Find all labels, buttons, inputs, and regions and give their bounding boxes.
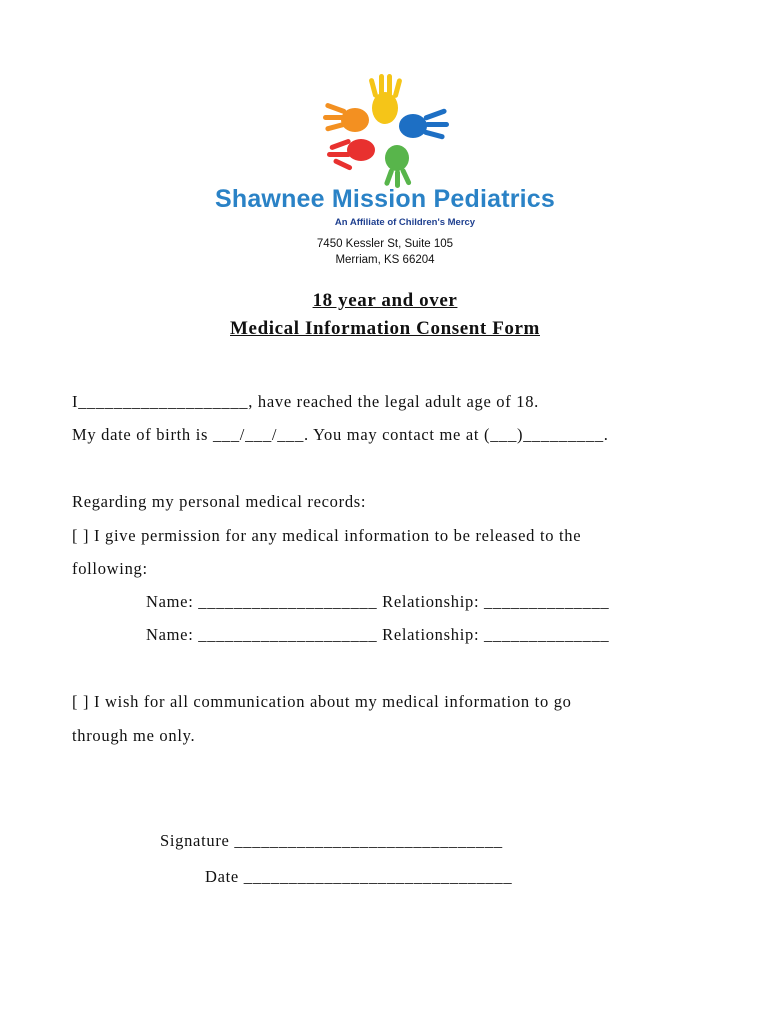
- release-permission-continued: following:: [72, 559, 148, 578]
- form-title-line2: Medical Information Consent Form: [230, 318, 540, 339]
- name-age-statement[interactable]: I___________________, have reached the legal adult age of 18.: [72, 392, 539, 411]
- dob-contact-statement[interactable]: My date of birth is ___/___/___. You may contact me at (___)_________.: [72, 425, 609, 444]
- recipient-row-1[interactable]: Name: ____________________ Relationship: ______________: [146, 592, 610, 611]
- self-only-checkbox[interactable]: [ ] I wish for all communication about my medical information to go: [72, 692, 572, 711]
- hands-logo-icon: [315, 70, 455, 190]
- signature-field[interactable]: Signature ______________________________: [160, 831, 503, 850]
- date-field[interactable]: Date ______________________________: [205, 867, 513, 886]
- recipient-row-2[interactable]: Name: ____________________ Relationship: ______________: [146, 625, 610, 644]
- form-title-line1: 18 year and over: [312, 290, 458, 311]
- affiliate-tagline: An Affiliate of Children's Mercy: [334, 217, 476, 228]
- regarding-records-heading: Regarding my personal medical records:: [72, 492, 367, 511]
- self-only-continued: through me only.: [72, 726, 196, 745]
- practice-logo: [0, 70, 770, 240]
- practice-address: [0, 236, 770, 268]
- release-permission-checkbox[interactable]: [ ] I give permission for any medical information to be released to the: [72, 526, 582, 545]
- address-city: Merriam, KS 66204: [335, 254, 435, 266]
- address-street: 7450 Kessler St, Suite 105: [316, 238, 454, 250]
- practice-name: Shawnee Mission Pediatrics: [214, 185, 556, 213]
